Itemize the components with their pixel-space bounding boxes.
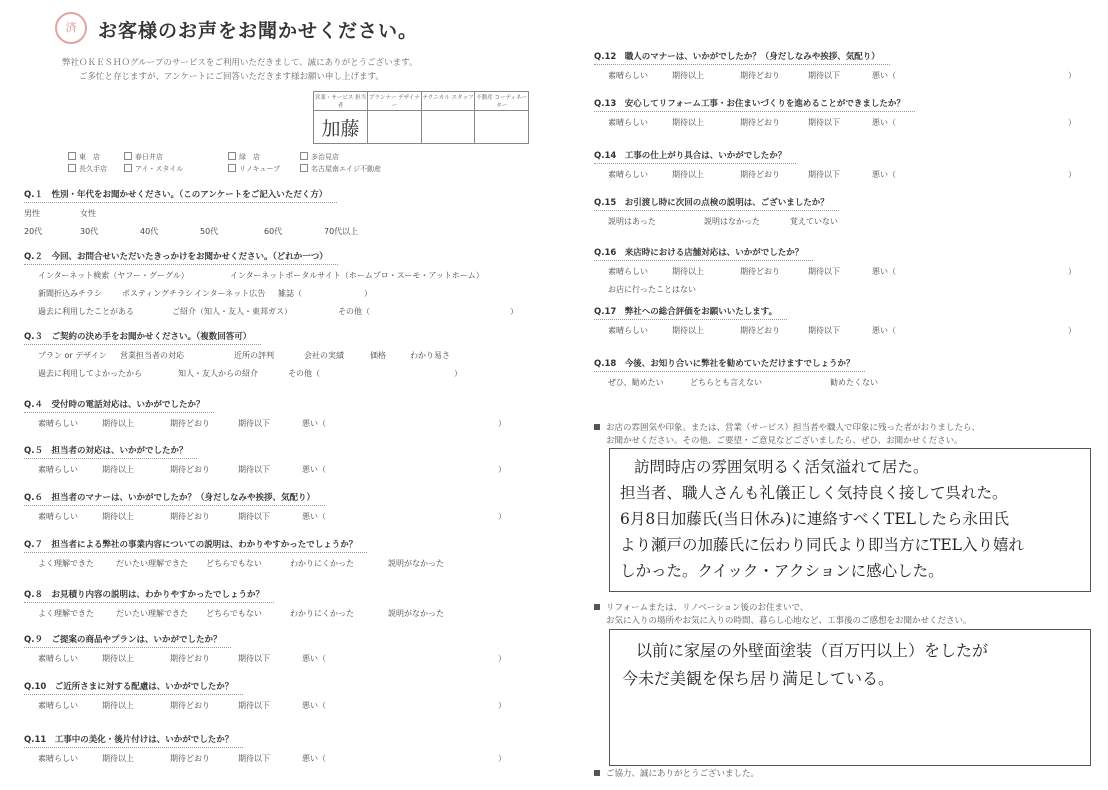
staff-signature-planner bbox=[368, 111, 422, 144]
staff-table bbox=[313, 91, 529, 144]
option-label[interactable]: よく理解できた bbox=[38, 609, 94, 618]
checkbox-icon[interactable] bbox=[300, 152, 308, 160]
option-label[interactable]: わかりにくかった bbox=[290, 609, 354, 618]
option-label[interactable]: 期待どおり bbox=[740, 71, 780, 80]
option-other-field[interactable]: 悪い（ bbox=[872, 326, 896, 335]
option-label[interactable]: 期待どおり bbox=[740, 118, 780, 127]
question-title: Q.７ 担当者による弊社の事業内容についての説明は、わかりやすかったでしょうか？ bbox=[24, 540, 358, 550]
comment-1-prompt: お店の雰囲気や印象。または、営業（サービス）担当者や職人で印象に残った者がおりましたら、 お聞かせください。その他、ご要望・ご意見などございましたら、ぜひ、お聞かせください。 bbox=[594, 422, 980, 448]
option-label[interactable]: ポスティングチラシ bbox=[122, 289, 194, 298]
staff-header-technical: テクニカル スタッフ bbox=[421, 92, 475, 111]
store-option[interactable] bbox=[228, 164, 280, 174]
section-bullet-icon bbox=[594, 770, 600, 776]
option-label[interactable]: 期待以上 bbox=[102, 512, 134, 521]
option-other-field[interactable]: 悪い（ bbox=[872, 267, 896, 276]
option-label[interactable]: 素晴らしい bbox=[608, 118, 648, 127]
store-label: 東 店 bbox=[79, 153, 100, 161]
option-label[interactable]: インターネット検索（ヤフー・グーグル） bbox=[38, 271, 189, 280]
option-other-field[interactable]: ） bbox=[510, 307, 518, 316]
option-label[interactable]: 過去に利用してよかったから bbox=[38, 369, 142, 378]
option-label[interactable]: 期待どおり bbox=[170, 419, 210, 428]
store-option[interactable] bbox=[68, 152, 100, 162]
option-label[interactable]: 期待以上 bbox=[102, 701, 134, 710]
question-title: Q.３ ご契約の決め手をお聞かせください。（複数回答可） bbox=[24, 332, 252, 342]
option-label[interactable]: 期待以下 bbox=[238, 701, 270, 710]
option-label[interactable]: 50代 bbox=[200, 227, 219, 236]
store-label: 名古屋南エイジ不動産 bbox=[311, 165, 381, 173]
handwritten-line: 今未だ美観を保ち居り満足している。 bbox=[622, 669, 895, 688]
question-title: Q.16 来店時における店舗対応は、いかがでしたか？ bbox=[594, 248, 804, 258]
option-label[interactable]: ぜひ、勧めたい bbox=[608, 378, 664, 387]
question-title: Q.14 工事の仕上がり具合は、いかがでしたか？ bbox=[594, 151, 787, 161]
option-label[interactable]: 期待以上 bbox=[672, 71, 704, 80]
intro-line-2: ご多忙と存じますが、アンケートにご回答いただきます様お願い申し上げます。 bbox=[79, 72, 384, 82]
option-label[interactable]: だいたい理解できた bbox=[116, 609, 188, 618]
option-label[interactable]: 過去に利用したことがある bbox=[38, 307, 134, 316]
store-label: リノキューブ bbox=[239, 165, 281, 173]
option-label[interactable]: 期待以上 bbox=[102, 754, 134, 763]
option-label[interactable]: 期待以上 bbox=[672, 170, 704, 179]
question-title: Q.１ 性別・年代をお聞かせください。（このアンケートをご記入いただく方） bbox=[24, 190, 328, 200]
option-label[interactable]: プラン or デザイン bbox=[38, 351, 107, 360]
option-label[interactable]: 期待以上 bbox=[672, 118, 704, 127]
option-other-field[interactable]: その他（ bbox=[288, 369, 320, 378]
option-label[interactable]: 期待以下 bbox=[238, 754, 270, 763]
option-label[interactable]: 近所の評判 bbox=[234, 351, 274, 360]
option-label[interactable]: 期待以下 bbox=[808, 118, 840, 127]
option-label[interactable]: 素晴らしい bbox=[608, 71, 648, 80]
option-label[interactable]: ご紹介（知人・友人・東邦ガス） bbox=[172, 307, 292, 316]
store-option[interactable] bbox=[228, 152, 260, 162]
option-label[interactable]: どちらとも言えない bbox=[690, 378, 762, 387]
question-title: Q.８ お見積り内容の説明は、わかりやすかったでしょうか？ bbox=[24, 590, 264, 600]
store-option[interactable] bbox=[300, 152, 339, 162]
option-label[interactable]: 期待以下 bbox=[238, 654, 270, 663]
option-label[interactable]: 期待どおり bbox=[170, 654, 210, 663]
staff-header-planner: プランナー デザイナー bbox=[368, 92, 422, 111]
store-label: 多治見店 bbox=[311, 153, 339, 161]
store-label: アイ・スタイル bbox=[135, 165, 184, 173]
option-label[interactable]: 期待どおり bbox=[170, 701, 210, 710]
option-label[interactable]: 説明がなかった bbox=[388, 609, 444, 618]
option-label[interactable]: 期待以下 bbox=[238, 419, 270, 428]
question-title: Q.５ 担当者の対応は、いかがでしたか？ bbox=[24, 446, 188, 456]
option-label[interactable]: 説明はなかった bbox=[704, 217, 760, 226]
handwritten-line: 担当者、職人さんも礼儀正しく気持良く接して呉れた。 bbox=[620, 484, 1008, 502]
question-title: Q.２ 今回、お問合せいただいたきっかけをお聞かせください。（どれか一つ） bbox=[24, 252, 328, 262]
option-other-field[interactable]: ） bbox=[454, 369, 462, 378]
comment-2-prompt: リフォームまたは、リノベーション後のお住まいで、 お気に入りの場所やお気に入りの時間、暮らし心地など、工事後のご感想をお聞かせください。 bbox=[594, 602, 972, 628]
question-title: Q.15 お引渡し時に次回の点検の説明は、ございましたか？ bbox=[594, 198, 829, 208]
option-label[interactable]: 知人・友人からの紹介 bbox=[178, 369, 258, 378]
question-title: Q.13 安心してリフォーム工事・お住まいづくりを進めることができましたか？ bbox=[594, 99, 905, 109]
option-other-field[interactable]: 雑誌（ bbox=[278, 289, 302, 298]
option-label[interactable]: 素晴らしい bbox=[38, 465, 78, 474]
option-other-field[interactable]: 悪い（ bbox=[872, 170, 896, 179]
option-label[interactable]: 素晴らしい bbox=[38, 419, 78, 428]
store-label: 長久手店 bbox=[79, 165, 107, 173]
checkbox-icon[interactable] bbox=[228, 152, 236, 160]
option-other-field[interactable]: 悪い（ bbox=[302, 419, 326, 428]
checkbox-icon[interactable] bbox=[68, 152, 76, 160]
store-label: 春日井店 bbox=[135, 153, 163, 161]
question-title: Q.12 職人のマナーは、いかがでしたか？（身だしなみや挨拶、気配り） bbox=[594, 52, 880, 62]
option-label[interactable]: 期待以上 bbox=[672, 326, 704, 335]
option-label[interactable]: 期待以下 bbox=[808, 71, 840, 80]
option-other-field[interactable]: ） bbox=[1068, 71, 1076, 80]
option-other-field[interactable]: ） bbox=[498, 512, 506, 521]
option-label[interactable]: どちらでもない bbox=[206, 609, 262, 618]
option-label[interactable]: 女性 bbox=[80, 209, 96, 218]
store-option[interactable] bbox=[124, 164, 183, 174]
option-label[interactable]: 素晴らしい bbox=[608, 170, 648, 179]
option-label[interactable]: 素晴らしい bbox=[38, 512, 78, 521]
option-label[interactable]: 素晴らしい bbox=[38, 754, 78, 763]
option-label[interactable]: 期待以下 bbox=[238, 465, 270, 474]
option-label[interactable]: 20代 bbox=[24, 227, 43, 236]
option-label[interactable]: 価格 bbox=[370, 351, 386, 360]
staff-header-realestate: 不動産 コーディネーター bbox=[475, 92, 529, 111]
question-title: Q.４ 受付時の電話対応は、いかがでしたか？ bbox=[24, 400, 205, 410]
option-other-field[interactable]: ） bbox=[364, 289, 372, 298]
option-label[interactable]: わかり易さ bbox=[410, 351, 450, 360]
option-label[interactable]: よく理解できた bbox=[38, 559, 94, 568]
option-other-field[interactable]: ） bbox=[1068, 267, 1076, 276]
option-other-field[interactable]: 悪い（ bbox=[302, 754, 326, 763]
option-label[interactable]: 営業担当者の対応 bbox=[120, 351, 184, 360]
option-label[interactable]: わかりにくかった bbox=[290, 559, 354, 568]
option-label[interactable]: だいたい理解できた bbox=[116, 559, 188, 568]
option-label[interactable]: インターネットポータルサイト（ホームプロ・スーモ・アットホーム） bbox=[230, 271, 484, 280]
option-label[interactable]: 期待どおり bbox=[740, 170, 780, 179]
option-label[interactable]: どちらでもない bbox=[206, 559, 262, 568]
checkbox-icon[interactable] bbox=[300, 164, 308, 172]
handwritten-line: 6月8日加藤氏(当日休み)に連絡すべくTELしたら永田氏 bbox=[620, 510, 1009, 528]
option-other-field[interactable]: 悪い（ bbox=[302, 465, 326, 474]
option-label[interactable]: 期待以上 bbox=[102, 419, 134, 428]
option-label[interactable]: 期待以下 bbox=[238, 512, 270, 521]
stamp-seal: 済 bbox=[55, 12, 87, 44]
comment-1-box[interactable] bbox=[609, 448, 1091, 592]
option-other-field[interactable]: ） bbox=[498, 701, 506, 710]
option-label[interactable]: 期待どおり bbox=[740, 326, 780, 335]
handwritten-line: しかった。クイック・アクションに感心した。 bbox=[620, 562, 944, 580]
option-label[interactable]: 勧めたくない bbox=[830, 378, 878, 387]
option-other-field[interactable]: ） bbox=[498, 465, 506, 474]
question-title: Q.17 弊社への総合評価をお願いいたします。 bbox=[594, 307, 778, 317]
intro-line-1: 弊社ＯＫＥＳＨＯグループのサービスをご利用いただきまして、誠にありがとうございます。 bbox=[62, 58, 418, 68]
option-label[interactable]: 期待どおり bbox=[740, 267, 780, 276]
store-label: 緑 店 bbox=[239, 153, 260, 161]
page-title: お客様のお声をお聞かせください。 bbox=[98, 20, 419, 42]
option-label[interactable]: 説明はあった bbox=[608, 217, 656, 226]
store-option[interactable] bbox=[300, 164, 381, 174]
question-title: Q.11 工事中の美化・後片付けは、いかがでしたか？ bbox=[24, 735, 234, 745]
section-bullet-icon bbox=[594, 424, 600, 430]
option-label[interactable]: 期待以上 bbox=[102, 465, 134, 474]
option-label[interactable]: 期待どおり bbox=[170, 512, 210, 521]
option-label[interactable]: 40代 bbox=[140, 227, 159, 236]
option-label[interactable]: 期待どおり bbox=[170, 465, 210, 474]
checkbox-icon[interactable] bbox=[228, 164, 236, 172]
store-option[interactable] bbox=[68, 164, 107, 174]
option-label[interactable]: 70代以上 bbox=[324, 227, 359, 236]
option-label[interactable]: 期待どおり bbox=[170, 754, 210, 763]
option-label[interactable]: 素晴らしい bbox=[38, 654, 78, 663]
handwritten-line: 訪問時店の雰囲気明るく活気溢れて居た。 bbox=[634, 458, 929, 476]
option-label[interactable]: 素晴らしい bbox=[38, 701, 78, 710]
option-label[interactable]: インターネット広告 bbox=[194, 289, 266, 298]
option-other-field[interactable]: ） bbox=[498, 754, 506, 763]
option-label[interactable]: 期待以下 bbox=[808, 326, 840, 335]
option-other-field[interactable]: ） bbox=[498, 654, 506, 663]
option-other-field[interactable]: 悪い（ bbox=[872, 118, 896, 127]
option-label[interactable]: 覚えていない bbox=[790, 217, 838, 226]
option-other-field[interactable]: ） bbox=[1068, 170, 1076, 179]
option-label[interactable]: 素晴らしい bbox=[608, 267, 648, 276]
option-label[interactable]: 素晴らしい bbox=[608, 326, 648, 335]
staff-signature-technical bbox=[421, 111, 475, 144]
staff-signature-sales: 加藤 bbox=[314, 111, 368, 144]
option-label[interactable]: 60代 bbox=[264, 227, 283, 236]
question-title: Q.18 今後、お知り合いに弊社を勧めていただけますでしょうか？ bbox=[594, 359, 855, 369]
option-label[interactable]: 男性 bbox=[24, 209, 40, 218]
option-label[interactable]: 説明がなかった bbox=[388, 559, 444, 568]
option-other-field[interactable]: 悪い（ bbox=[872, 71, 896, 80]
option-other-field[interactable]: ） bbox=[498, 419, 506, 428]
option-label[interactable]: 30代 bbox=[80, 227, 99, 236]
checkbox-icon[interactable] bbox=[68, 164, 76, 172]
comment-2-box[interactable] bbox=[609, 629, 1091, 766]
question-title: Q.９ ご提案の商品やプランは、いかがでしたか？ bbox=[24, 635, 222, 645]
option-other-field[interactable]: その他（ bbox=[338, 307, 370, 316]
option-other-field[interactable]: 悪い（ bbox=[302, 512, 326, 521]
option-label[interactable]: 新聞折込みチラシ bbox=[38, 289, 102, 298]
footer-thanks: ご協力、誠にありがとうございました。 bbox=[594, 768, 759, 781]
question-title: Q.10 ご近所さまに対する配慮は、いかがでしたか？ bbox=[24, 682, 234, 692]
option-other-field[interactable]: ） bbox=[1068, 118, 1076, 127]
handwritten-line: 以前に家屋の外壁面塗装（百万円以上）をしたが bbox=[636, 641, 989, 660]
option-label[interactable]: 期待以下 bbox=[808, 170, 840, 179]
option-label[interactable]: 期待以上 bbox=[672, 267, 704, 276]
option-other-field[interactable]: 悪い（ bbox=[302, 654, 326, 663]
option-label[interactable]: お店に行ったことはない bbox=[608, 285, 696, 294]
option-label[interactable]: 期待以上 bbox=[102, 654, 134, 663]
staff-header-sales: 営業・サービス 担当者 bbox=[314, 92, 368, 111]
handwritten-line: より瀬戸の加藤氏に伝わり同氏より即当方にTEL入り嬉れ bbox=[620, 536, 1024, 554]
option-other-field[interactable]: 悪い（ bbox=[302, 701, 326, 710]
checkbox-icon[interactable] bbox=[124, 152, 132, 160]
option-label[interactable]: 期待以下 bbox=[808, 267, 840, 276]
option-other-field[interactable]: ） bbox=[1068, 326, 1076, 335]
question-title: Q.６ 担当者のマナーは、いかがでしたか？（身だしなみや挨拶、気配り） bbox=[24, 493, 315, 503]
checkbox-icon[interactable] bbox=[124, 164, 132, 172]
staff-signature-realestate bbox=[475, 111, 529, 144]
option-label[interactable]: 会社の実績 bbox=[304, 351, 344, 360]
store-option[interactable] bbox=[124, 152, 163, 162]
section-bullet-icon bbox=[594, 604, 600, 610]
